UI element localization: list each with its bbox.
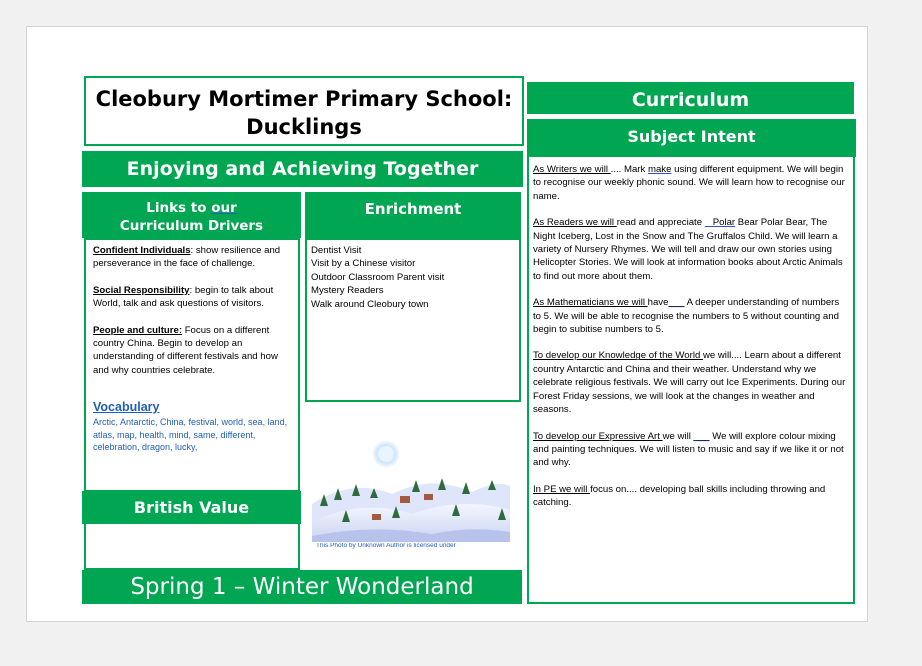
- intent-text: A deeper understanding of numbers to 5. We will be able to recognise the numbers to 5 without counting and begin to subitise numbers to 5.: [533, 297, 840, 336]
- motto-text: Enjoying and Achieving Together: [126, 158, 479, 180]
- british-value-body: [84, 524, 300, 570]
- intent-writers: [533, 163, 849, 203]
- british-value-header: [82, 491, 301, 524]
- intent-text: Bear Polar Bear, The Night Iceberg, Lost in the Snow and The Gruffalos Child. We will learn a variety of Nursery Rhymes. We will tell and draw our own stories using Helicopter Stories. We will look at information books about Arctic Animals to find out more about them.: [533, 217, 843, 282]
- driver-social: [93, 284, 292, 311]
- enrichment-item: Mystery Readers: [311, 285, 384, 297]
- intent-text: we will: [662, 430, 694, 442]
- links-header: [82, 192, 301, 238]
- vocabulary-title: Vocabulary: [93, 400, 160, 415]
- intent-lead: In PE we will: [533, 483, 591, 495]
- intent-world: [533, 349, 849, 416]
- driver-text: Focus on a different country China. Begin to develop an understanding of different festivals and how and why countries celebrate.: [93, 324, 278, 376]
- school-title-box: [84, 76, 524, 146]
- intent-readers: [533, 216, 849, 283]
- british-value-title: British Value: [133, 498, 250, 517]
- intent-lead: As Mathematicians we will: [533, 297, 648, 309]
- school-title-line1: Cleobury Mortimer Primary School:: [95, 87, 513, 111]
- motto-banner: [82, 151, 523, 187]
- image-caption-text: This Photo by Unknown Author is licensed under: [316, 543, 456, 549]
- driver-text: : begin to talk about World, talk and ask questions of visitors.: [93, 284, 274, 310]
- driver-confident: [93, 244, 292, 271]
- intent-text: using different equipment. We will begin to recognise our weekly phonic sound. We will learn how to recognise our name.: [533, 164, 845, 202]
- term-footer: [82, 570, 522, 604]
- intent-text: read and appreciate: [616, 217, 705, 229]
- school-title-line2: Ducklings: [246, 115, 362, 139]
- winter-scene-illustration: [312, 434, 510, 542]
- links-title-line1: [82, 199, 301, 217]
- intent-pe: [533, 483, 849, 510]
- enrichment-item: Dentist Visit: [311, 245, 362, 256]
- winter-scene-image: [312, 434, 510, 542]
- intent-art: [533, 430, 849, 470]
- intent-text: .... Mark: [610, 164, 648, 175]
- enrichment-header: [305, 192, 521, 238]
- intent-text: focus on.... developing ball skills including throwing and catching.: [533, 483, 826, 509]
- driver-label: Confident Individuals: [93, 245, 191, 256]
- enrichment-body: [305, 238, 521, 402]
- driver-text: : show resilience and perseverance in the face of challenge.: [93, 245, 281, 270]
- curriculum-title: Curriculum: [631, 89, 750, 111]
- links-title-pre: Links to: [146, 200, 212, 216]
- intent-highlight: ___: [693, 430, 710, 442]
- driver-label: Social Responsibility: [93, 284, 190, 296]
- enrichment-item: Outdoor Classroom Parent visit: [311, 271, 445, 283]
- links-title-line2: Curriculum Drivers: [119, 218, 264, 234]
- intent-lead: To develop our Knowledge of the World: [533, 350, 703, 362]
- enrichment-item: Visit by a Chinese visitor: [311, 258, 416, 270]
- intent-lead: To develop our Expressive Art: [533, 430, 663, 442]
- intent-lead: As Readers we will: [533, 217, 617, 229]
- driver-label: People and culture:: [93, 324, 183, 336]
- intent-text: We will explore colour mixing and painting techniques. We will listen to music and say if we like it or not and why.: [533, 430, 844, 469]
- subject-intent-header: [527, 119, 856, 157]
- links-body: [84, 238, 300, 492]
- curriculum-header: [527, 82, 854, 114]
- intent-highlight: ___: [668, 297, 685, 309]
- subject-intent-title: Subject Intent: [627, 127, 756, 146]
- image-caption: [316, 543, 508, 551]
- intent-text: we will.... Learn about a different country Antarctic and China and their weather. Understand why we celebrate religious festivals. We will carry out Ice Experiments. During our Forest Friday sessions, we will look at the changes in weather and seasons.: [533, 350, 846, 416]
- intent-maths: [533, 296, 849, 336]
- enrichment-title: Enrichment: [364, 200, 462, 218]
- intent-lead: As Writers we will: [533, 164, 611, 175]
- driver-people: [93, 324, 292, 378]
- enrichment-item: Walk around Cleobury town: [311, 298, 429, 310]
- links-title-word: our: [211, 200, 237, 216]
- term-title: Spring 1 – Winter Wonderland: [130, 574, 474, 600]
- intent-highlight: Polar: [704, 217, 736, 229]
- subject-intent-body: [527, 157, 855, 604]
- vocabulary-words: Arctic, Antarctic, China, festival, world, sea, land, atlas, map, health, mind, same, different, celebration, dragon, lucky,: [93, 417, 288, 453]
- intent-text: have: [647, 297, 669, 309]
- intent-highlight: make: [647, 164, 672, 175]
